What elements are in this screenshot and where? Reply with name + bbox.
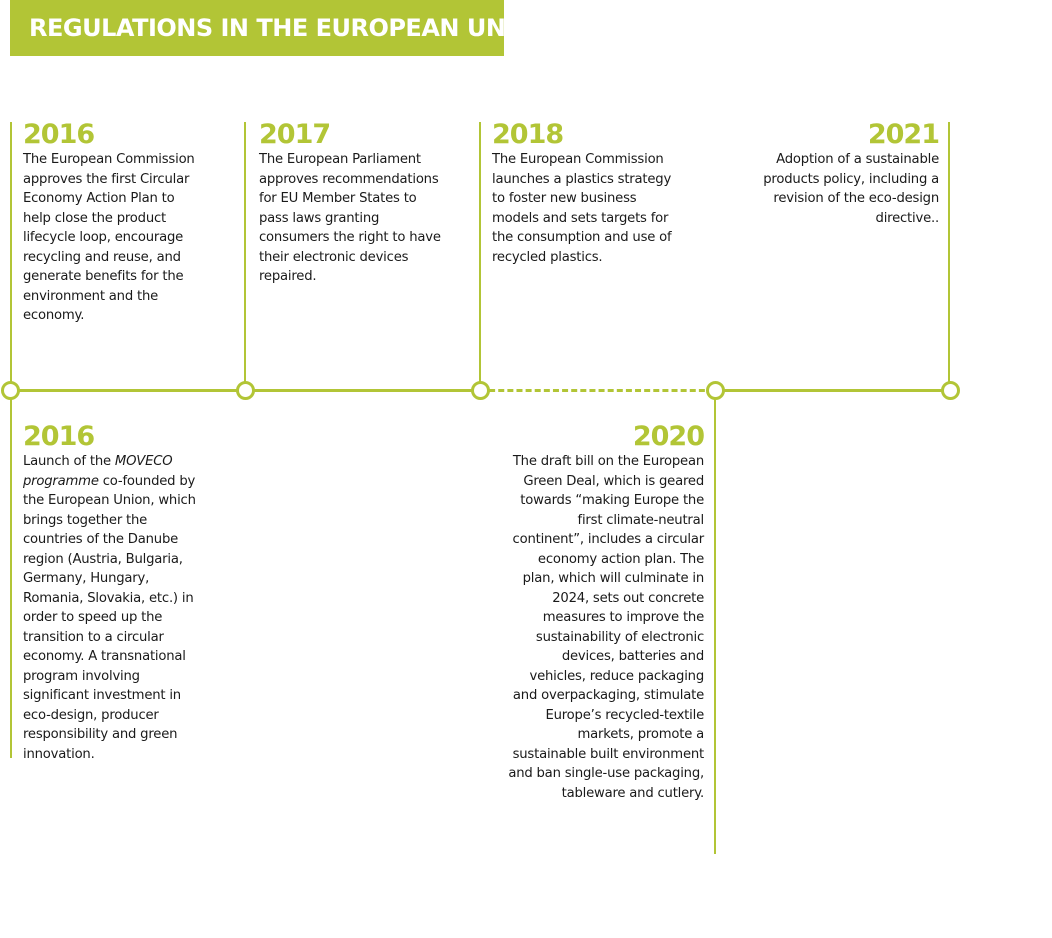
timeline-node-2016 — [1, 381, 20, 400]
event-text-prefix: Launch of the — [23, 454, 115, 469]
page-title: REGULATIONS IN THE EUROPEAN UNION — [29, 14, 554, 42]
event-year: 2017 — [259, 119, 331, 150]
event-text-suffix: co-founded by the European Union, which brings together the countries of the Danube region (Austria, Bulgaria, Germany, Hungary, Romania, Slovakia, etc.) in order to speed up the transition to a circular economy. A transnational program involving significant investment in eco-design, producer responsibility and green innovation. — [23, 473, 196, 762]
timeline-node-2021 — [941, 381, 960, 400]
timeline-node-2018 — [471, 381, 490, 400]
timeline-segment-dashed — [480, 389, 714, 392]
event-year: 2020 — [632, 421, 704, 452]
event-year: 2016 — [23, 421, 95, 452]
event-year: 2016 — [23, 119, 95, 150]
timeline-segment-2 — [714, 389, 949, 392]
event-text-emphasis: MOVECO programme — [23, 454, 173, 489]
event-text: Adoption of a sustainable products policy, including a revision of the eco-design directive.. — [763, 152, 939, 226]
event-2020-green-deal — [508, 422, 704, 803]
connector-2016-top — [10, 122, 12, 390]
timeline-node-2020 — [706, 381, 725, 400]
event-text — [23, 452, 201, 764]
event-text: The European Commission approves the first Circular Economy Action Plan to help close the product lifecycle loop, encourage recycling and reuse, and generate benefits for the environment and the economy. — [23, 152, 195, 323]
connector-2020 — [714, 392, 716, 854]
timeline-node-2017 — [236, 381, 255, 400]
event-text: The draft bill on the European Green Deal, which is geared towards “making Europe the first climate-neutral continent”, includes a circular economy action plan. The plan, which will culminate in 2024, sets out concrete measures to improve the sustainability of electronic devices, batteries and vehicles, reduce packaging and overpackaging, stimulate Europe’s recycled-textile markets, promote a sustainable built environment and ban single-use packaging, tableware and cutlery. — [508, 454, 704, 801]
event-year: 2018 — [492, 119, 564, 150]
event-year: 2021 — [867, 119, 939, 150]
connector-2017 — [244, 122, 246, 390]
connector-2018 — [479, 122, 481, 390]
title-banner — [10, 0, 554, 56]
event-2018-plastics-strategy — [492, 120, 682, 267]
connector-2021 — [948, 122, 950, 390]
event-2017-right-to-repair — [259, 120, 449, 287]
connector-2016-bottom — [10, 392, 12, 758]
event-2016-moveco — [23, 422, 201, 764]
event-text: The European Parliament approves recommendations for EU Member States to pass laws granting consumers the right to have their electronic devices repaired. — [259, 152, 441, 284]
event-text: The European Commission launches a plastics strategy to foster new business models and sets targets for the consumption and use of recycled plastics. — [492, 152, 672, 265]
event-2016-action-plan — [23, 120, 205, 326]
event-2021-sustainable-products — [749, 120, 939, 228]
